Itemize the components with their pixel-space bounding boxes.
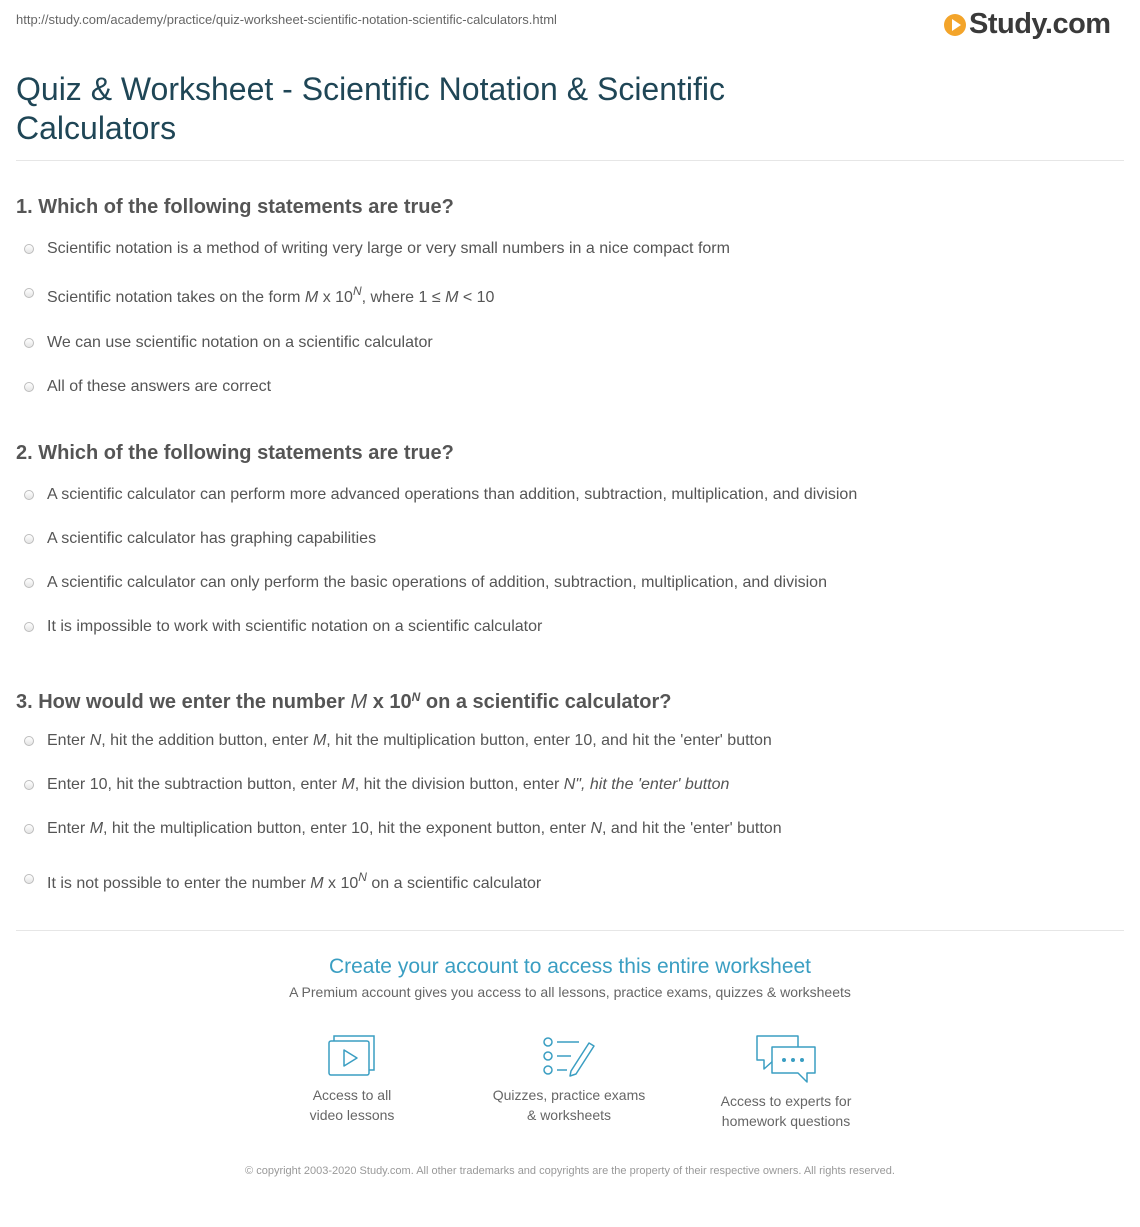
feature-label-line2: & worksheets [526, 1107, 612, 1123]
copyright-text: © copyright 2003-2020 Study.com. All other trademarks and copyrights are the property of their respective owners. All rights reserved. [245, 1165, 895, 1177]
divider [16, 160, 1124, 161]
answer-text: Scientific notation is a method of writing very large or very small numbers in a nice compact form [47, 240, 730, 257]
radio-button[interactable] [24, 338, 34, 348]
question-title: 3. How would we enter the number M x $10^N$ on a scientific calculator? [16, 690, 672, 713]
divider [16, 930, 1124, 931]
quiz-checklist-icon [541, 1033, 597, 1079]
create-account-link[interactable]: Create your account to access this entire worksheet [328, 955, 812, 978]
video-lessons-icon [326, 1033, 378, 1079]
answer-text: Scientific notation takes on the form M x $10^N$, where 1 ≤ M < 10 [47, 284, 495, 306]
radio-button[interactable] [24, 490, 34, 500]
feature-experts [696, 1033, 876, 1131]
question-title: 1. Which of the following statements are true? [16, 196, 454, 218]
radio-button[interactable] [24, 288, 34, 298]
question-title: 2. Which of the following statements are true? [16, 442, 454, 464]
page-title: Quiz & Worksheet - Scientific Notation & Scientific Calculators [16, 71, 726, 146]
premium-description: A Premium account gives you access to all lessons, practice exams, quizzes & worksheets [289, 984, 851, 1000]
feature-label-line2: video lessons [309, 1107, 395, 1123]
study-logo[interactable] [944, 8, 1111, 41]
answer-text: Enter N, hit the addition button, enter M, hit the multiplication button, enter 10, and hit the 'enter' button [47, 732, 772, 749]
radio-button[interactable] [24, 244, 34, 254]
answer-text: Enter M, hit the multiplication button, enter 10, hit the exponent button, enter N, and hit the 'enter' button [47, 820, 782, 837]
question-1 [16, 194, 730, 395]
answer-text: All of these answers are correct [47, 378, 272, 395]
feature-label-line1: Access to all [312, 1087, 392, 1103]
radio-button[interactable] [24, 874, 34, 884]
radio-button[interactable] [24, 534, 34, 544]
feature-label-line1: Access to experts for [720, 1093, 852, 1109]
answer-text: It is not possible to enter the number M x $10^N$ on a scientific calculator [47, 870, 542, 892]
question-2 [16, 440, 858, 635]
feature-quizzes [479, 1033, 659, 1125]
play-icon [944, 14, 966, 36]
answer-text: A scientific calculator has graphing capabilities [47, 530, 377, 547]
radio-button[interactable] [24, 824, 34, 834]
page-url: http://study.com/academy/practice/quiz-worksheet-scientific-notation-scientific-calculators.html [16, 12, 557, 27]
logo-text: Study.com [969, 8, 1111, 40]
radio-button[interactable] [24, 780, 34, 790]
answer-text: We can use scientific notation on a scientific calculator [47, 334, 433, 351]
answer-text: A scientific calculator can perform more advanced operations than addition, subtraction, multiplication, and division [47, 486, 858, 503]
radio-button[interactable] [24, 382, 34, 392]
radio-button[interactable] [24, 622, 34, 632]
chat-experts-icon [754, 1033, 818, 1085]
answer-text: It is impossible to work with scientific notation on a scientific calculator [47, 618, 543, 635]
feature-label-line2: homework questions [721, 1113, 851, 1129]
feature-label-line1: Quizzes, practice exams [492, 1087, 646, 1103]
answer-text: A scientific calculator can only perform the basic operations of addition, subtraction, multiplication, and division [47, 574, 827, 591]
feature-video-lessons [262, 1033, 442, 1125]
radio-button[interactable] [24, 736, 34, 746]
question-3 [16, 684, 782, 892]
answer-text: Enter 10, hit the subtraction button, enter M, hit the division button, enter N", hit the 'enter' button [47, 776, 730, 793]
radio-button[interactable] [24, 578, 34, 588]
